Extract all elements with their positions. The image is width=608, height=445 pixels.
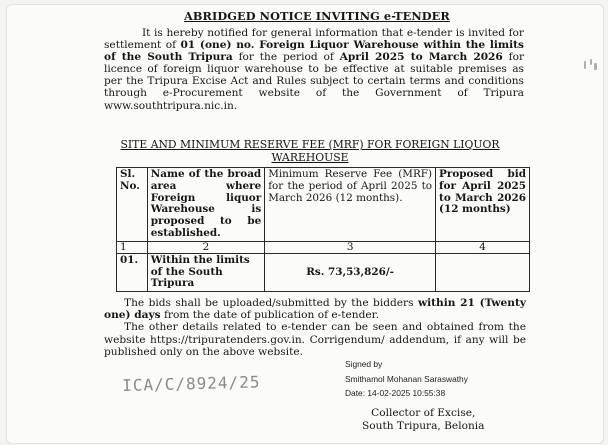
notice-title: ABRIDGED NOTICE INVITING e-TENDER <box>184 9 450 23</box>
column-number: 1 <box>117 241 148 253</box>
table-row <box>117 253 530 291</box>
row-mrf-amount: Rs. 73,53,826/- <box>265 253 436 291</box>
handwritten-reference: ICA/C/8924/25 <box>122 372 261 395</box>
row-area: Within the limits of the South Tripura <box>147 253 264 291</box>
intro-bold-text: of the South Tripura <box>104 51 233 64</box>
header-mrf: Minimum Reserve Fee (MRF) for the period of April 2025 to March 2026 (12 months). <box>265 168 436 242</box>
column-number-row <box>117 241 530 253</box>
header-sl-no: Sl. No. <box>117 168 148 242</box>
table-heading <box>120 139 500 164</box>
intro-line-5: per the Tripura Excise Act and Rules subject to certain terms and conditions <box>104 75 524 88</box>
footer-line-1 <box>104 297 526 309</box>
footer-line-5: published only on the above website. <box>104 345 304 358</box>
signer-name: Smithamol Mohanan Saraswathy <box>345 373 468 384</box>
mrf-table <box>116 167 530 292</box>
intro-text: settlement of <box>104 39 181 52</box>
officer-designation: Collector of Excise, <box>371 407 476 419</box>
footer-bold-text: one) days <box>104 309 161 322</box>
signed-by-label: Signed by <box>345 359 383 369</box>
row-proposed-bid <box>436 253 530 291</box>
intro-text: for <box>502 51 525 64</box>
footer-line-4: website https://tripuratenders.gov.in. Corrigendum/ addendum, if any will be <box>104 333 526 346</box>
footer-line-3: The other details related to e-tender can be seen and obtained from the <box>124 321 526 334</box>
signature-date: Date: 14-02-2025 10:55:38 <box>345 388 446 398</box>
table-header-row <box>117 168 530 242</box>
header-proposed-bid: Proposed bid for April 2025 to March 2026 (12 months) <box>436 168 530 242</box>
intro-bold-text: April 2025 to March 2026 <box>339 51 503 64</box>
officer-location: South Tripura, Belonia <box>362 419 485 432</box>
intro-line-2 <box>104 39 524 51</box>
intro-line-4: licence of foreign liquor warehouse to be effective at suitable premises as <box>104 63 524 76</box>
intro-paragraph <box>104 27 524 112</box>
intro-line-3 <box>104 51 524 63</box>
table-heading-line-1: SITE AND MINIMUM RESERVE FEE (MRF) FOR FOREIGN LIQUOR <box>120 138 500 151</box>
intro-line-6: through e-Procurement website of the Government of Tripura <box>104 87 524 100</box>
header-area: Name of the broad area where Foreign liquor Warehouse is proposed to be established. <box>147 168 264 242</box>
footer-bold-text: within 21 (Twenty <box>417 297 526 309</box>
intro-bold-text: 01 (one) no. Foreign Liquor Warehouse within the limits <box>180 39 524 52</box>
column-number: 3 <box>265 241 436 253</box>
column-number: 4 <box>436 241 530 253</box>
footer-text: The bids shall be uploaded/submitted by the bidders <box>124 297 418 309</box>
scan-mark <box>583 59 599 73</box>
footer-paragraph <box>104 297 526 358</box>
footer-text: from the date of publication of e-tender. <box>160 309 379 322</box>
digital-signature-block <box>345 357 468 401</box>
intro-text: for the period of <box>232 51 340 64</box>
footer-line-2 <box>104 309 526 321</box>
officer-block <box>362 407 485 432</box>
column-number: 2 <box>147 241 264 253</box>
intro-line-1: It is hereby notified for general information that e-tender is invited for <box>142 27 524 39</box>
intro-website: www.southtripura.nic.in. <box>104 99 238 112</box>
row-sl-no: 01. <box>117 253 148 291</box>
table-heading-line-2: WAREHOUSE <box>271 150 349 164</box>
